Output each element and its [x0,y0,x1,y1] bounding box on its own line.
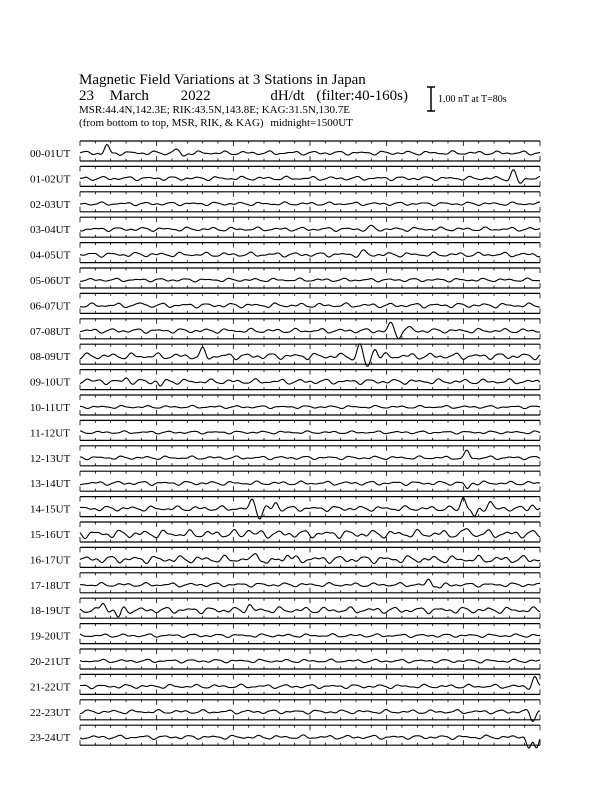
hour-row [30,624,540,644]
dhdt-trace [80,634,540,638]
hour-row [30,700,540,722]
dhdt-trace [80,250,540,257]
hour-label: 15-16UT [30,529,71,541]
date-month: March [109,88,149,104]
hour-row [30,370,540,390]
hour-row [30,674,540,694]
midnight-note: midnight=1500UT [270,117,353,129]
hour-row [30,319,540,339]
hour-label: 01-02UT [30,173,71,186]
hour-label: 21-22UT [30,681,71,694]
hour-row [30,497,540,519]
hour-label: 22-23UT [30,706,71,719]
dhdt-trace [80,431,540,434]
dhdt-trace [80,450,540,460]
hour-row [30,522,540,542]
dhdt-trace [80,303,540,308]
hour-label: 02-03UT [30,198,71,211]
hour-row [30,547,540,567]
hour-label: 04-05UT [30,249,71,262]
hour-row [30,243,540,263]
hour-label: 17-18UT [30,579,71,592]
dhdt-trace [80,144,540,156]
hour-row [30,649,540,669]
hour-row [30,446,540,466]
hour-row [30,344,540,366]
hour-label: 18-19UT [30,605,71,618]
hour-row [30,293,540,313]
hour-row [30,573,540,593]
hour-row [30,420,540,440]
dhdt-trace [80,225,540,231]
hour-label: 07-08UT [30,325,71,338]
hour-label: 06-07UT [30,300,71,313]
hour-label: 12-13UT [30,452,71,465]
hour-row [30,141,540,161]
hour-row [30,471,540,491]
quantity-label: dH/dt [270,88,305,104]
hour-label: 16-17UT [30,554,71,567]
dhdt-trace [80,554,540,564]
hour-row [30,192,540,212]
dhdt-trace [80,659,540,663]
order-note: (from bottom to top, MSR, RIK, & KAG) [79,117,264,129]
dhdt-trace [80,579,540,588]
dhdt-trace [80,170,540,183]
date-day: 23 [79,88,94,104]
scale-bar [427,87,435,111]
hour-label: 20-21UT [30,656,71,668]
hour-row [30,268,540,288]
dhdt-trace [80,405,540,408]
hour-label: 19-20UT [30,630,71,643]
hour-label: 09-10UT [30,376,71,389]
hour-label: 00-01UT [30,148,71,160]
hour-label: 23-24UT [30,732,71,745]
hour-label: 13-14UT [30,478,71,491]
hour-label: 14-15UT [30,503,71,516]
hour-label: 11-12UT [30,427,70,440]
station-coordinates: MSR:44.4N,142.3E; RIK:43.5N,143.8E; KAG:31.5N,130.7E [79,104,351,116]
hour-row [30,395,540,415]
hour-row [30,166,540,186]
dhdt-trace [80,278,540,282]
hour-label: 03-04UT [30,224,71,237]
hour-label: 08-09UT [30,351,71,364]
page-title: Magnetic Field Variations at 3 Stations in Japan [79,72,366,88]
hour-label: 05-06UT [30,275,71,287]
dhdt-trace [80,202,540,206]
hour-label: 10-11UT [30,402,70,414]
date-year: 2022 [180,88,211,104]
hour-row [30,598,540,618]
hour-row [30,725,540,748]
scale-bar-label: 1.00 nT at T=80s [438,94,507,105]
filter-label: (filter:40-160s) [316,88,408,104]
hour-row [30,217,540,237]
